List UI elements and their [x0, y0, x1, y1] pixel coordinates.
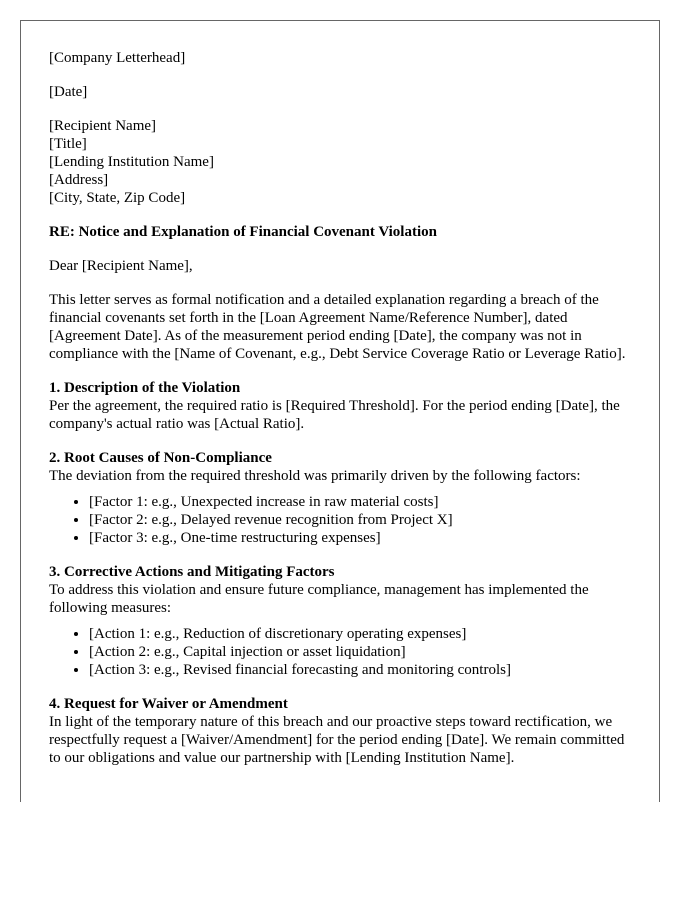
list-item: • [Factor 1: e.g., Unexpected increase in raw material costs]	[89, 493, 631, 511]
section-description	[49, 379, 631, 433]
section-root-causes	[49, 449, 631, 547]
section-waiver-request	[49, 695, 631, 767]
recipient-institution: [Lending Institution Name]	[49, 154, 214, 170]
list-item: • [Factor 3: e.g., One-time restructuring expenses]	[89, 529, 631, 547]
recipient-title: [Title]	[49, 136, 87, 152]
action-list	[49, 625, 631, 679]
section-heading: 1. Description of the Violation	[49, 380, 241, 396]
section-body: Per the agreement, the required ratio is [Required Threshold]. For the period ending [Date], the company's actual ratio was [Actual Ratio].	[49, 398, 620, 432]
letter-page	[20, 20, 660, 802]
section-heading: 4. Request for Waiver or Amendment	[49, 696, 288, 712]
recipient-name: [Recipient Name]	[49, 118, 157, 134]
section-heading: 2. Root Causes of Non-Compliance	[49, 450, 272, 466]
section-body: The deviation from the required threshold was primarily driven by the following factors:	[49, 468, 581, 484]
section-corrective-actions	[49, 563, 631, 679]
list-item: • [Action 1: e.g., Reduction of discretionary operating expenses]	[89, 625, 631, 643]
letter-date: [Date]	[49, 84, 88, 100]
section-body: In light of the temporary nature of this breach and our proactive steps toward rectification, we respectfully request a [Waiver/Amendment] for the period ending [Date]. We remain committed to our obligations and value our partnership with [Lending Institution Name].	[49, 714, 625, 766]
recipient-address: [Address]	[49, 172, 109, 188]
intro-paragraph: This letter serves as formal notification and a detailed explanation regarding a breach of the financial covenants set forth in the [Loan Agreement Name/Reference Number], dated [Agreement Date]. As of the measurement period ending [Date], the company was not in compliance with the [Name of Covenant, e.g., Debt Service Coverage Ratio or Leverage Ratio].	[49, 292, 626, 362]
subject-line: RE: Notice and Explanation of Financial Covenant Violation	[49, 224, 437, 240]
list-item: • [Factor 2: e.g., Delayed revenue recognition from Project X]	[89, 511, 631, 529]
recipient-address-block	[49, 117, 631, 207]
list-item: • [Action 2: e.g., Capital injection or asset liquidation]	[89, 643, 631, 661]
factor-list	[49, 493, 631, 547]
list-item: • [Action 3: e.g., Revised financial forecasting and monitoring controls]	[89, 661, 631, 679]
section-heading: 3. Corrective Actions and Mitigating Factors	[49, 564, 335, 580]
salutation: Dear [Recipient Name],	[49, 258, 193, 274]
section-body: To address this violation and ensure future compliance, management has implemented the following measures:	[49, 582, 589, 616]
recipient-city-state-zip: [City, State, Zip Code]	[49, 190, 186, 206]
company-letterhead: [Company Letterhead]	[49, 50, 186, 66]
